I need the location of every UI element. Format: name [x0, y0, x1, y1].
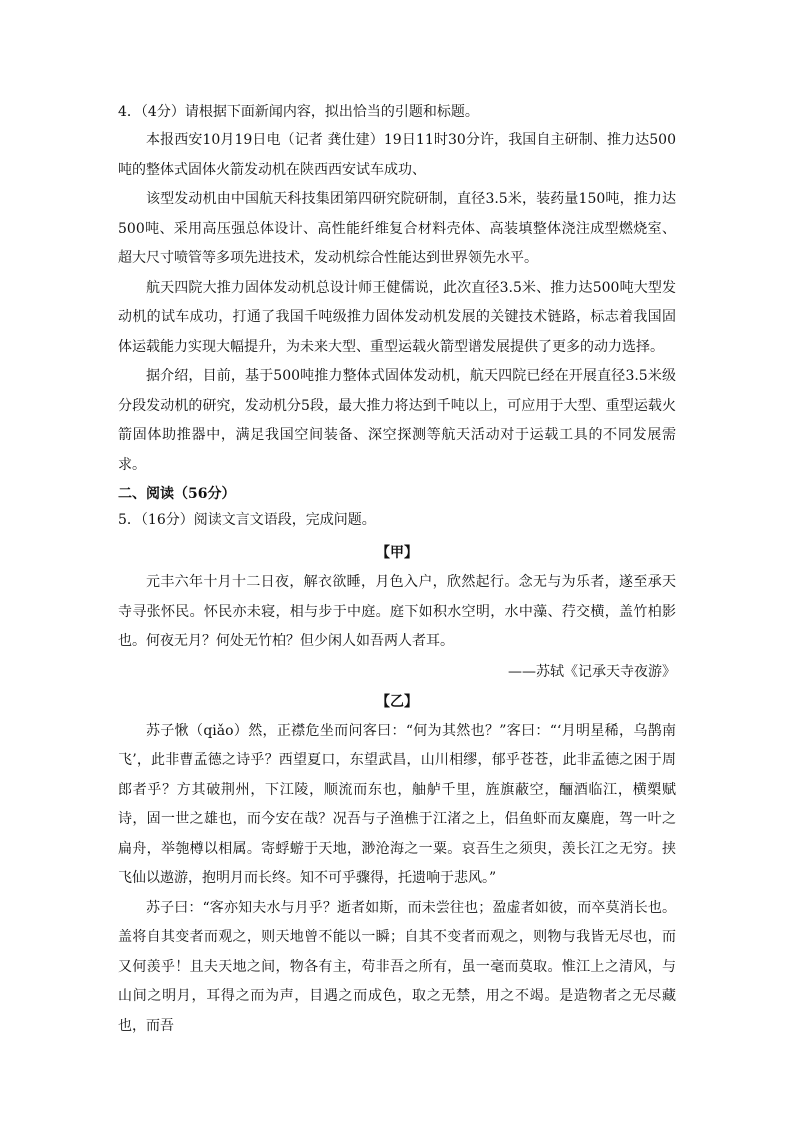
question-4-prompt: 4．（4分）请根据下面新闻内容，拟出恰当的引题和标题。 — [118, 104, 479, 120]
news-paragraph-1: 本报西安10月19日电（记者 龚仕建）19日11时30分许，我国自主研制、推力达500吨的整体式固体火箭发动机在陕西西安试车成功、 — [118, 132, 676, 178]
document-content — [118, 100, 676, 1041]
passage-jia-source: ——苏轼《记承天寺夜游》 — [508, 663, 676, 680]
passage-jia-title: 【甲】 — [376, 545, 418, 561]
passage-yi-paragraph-1: 苏子愀（qiǎo）然，正襟危坐而问客曰：“何为其然也？”客曰：“‘月明星稀，乌鹊南飞’，此非曹孟德之诗乎？西望夏口，东望武昌，山川相缪，郁乎苍苍，此非孟德之困于周郎者乎？方其破荆州，下江陵，顺流而东也，舳舻千里，旌旗蔽空，酾酒临江，横槊赋诗，固一世之雄也，而今安在哉？况吾与子渔樵于江渚之上，侣鱼虾而友麋鹿，驾一叶之扁舟，举匏樽以相属。寄蜉蝣于天地，渺沧海之一粟。哀吾生之须臾，羡长江之无穷。挟飞仙以遨游，抱明月而长终。知不可乎骤得，托遗响于悲风。” — [118, 722, 676, 886]
passage-jia-text: 元丰六年十月十二日夜，解衣欲睡，月色入户，欣然起行。念无与为乐者，遂至承天寺寻张怀民。怀民亦未寝，相与步于中庭。庭下如积水空明，水中藻、荇交横，盖竹柏影也。何夜无月？何处无竹柏？但少闲人如吾两人者耳。 — [118, 574, 676, 649]
news-paragraph-2: 该型发动机由中国航天科技集团第四研究院研制，直径3.5米，装药量150吨，推力达500吨、采用高压强总体设计、高性能纤维复合材料壳体、高装填整体浇注成型燃烧室、超大尺寸喷管等多项先进技术，发动机综合性能达到世界领先水平。 — [118, 191, 676, 266]
question-5-prompt: 5．（16分）阅读文言文语段，完成问题。 — [118, 512, 376, 528]
passage-yi-paragraph-2: 苏子曰：“客亦知夫水与月乎？逝者如斯，而未尝往也；盈虚者如彼，而卒莫消长也。盖将自其变者而观之，则天地曾不能以一瞬；自其不变者而观之，则物与我皆无尽也，而又何羡乎！且夫天地之间，物各有主，苟非吾之所有，虽一毫而莫取。惟江上之清风，与山间之明月，耳得之而为声，目遇之而成色，取之无禁，用之不竭。是造物者之无尽藏也，而吾 — [118, 899, 676, 1034]
news-paragraph-4: 据介绍，目前，基于500吨推力整体式固体发动机，航天四院已经在开展直径3.5米级分段发动机的研究，发动机分5段，最大推力将达到千吨以上，可应用于大型、重型运载火箭固体助推器中，满足我国空间装备、深空探测等航天活动对于运载工具的不同发展需求。 — [118, 368, 676, 473]
section-heading-reading: 二、阅读（56分） — [118, 486, 236, 502]
passage-yi-title: 【乙】 — [376, 693, 418, 710]
news-paragraph-3: 航天四院大推力固体发动机总设计师王健儒说，此次直径3.5米、推力达500吨大型发动机的试车成功，打通了我国千吨级推力固体发动机发展的关键技术链路，标志着我国固体运载能力实现大幅提升，为未来大型、重型运载火箭型谱发展提供了更多的动力选择。 — [118, 279, 676, 355]
